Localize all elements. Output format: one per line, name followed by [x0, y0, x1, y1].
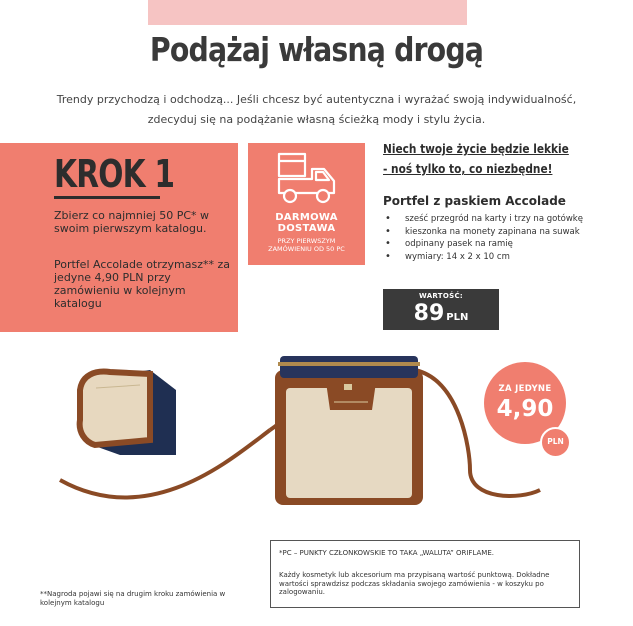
- offer-price: 4,90: [496, 396, 554, 422]
- value-price: [383, 301, 499, 326]
- intro-line-2: zdecyduj się na podążanie własną ścieżką mody i stylu życia.: [147, 113, 486, 126]
- product-name: Portfel z paskiem Accolade: [383, 194, 566, 208]
- pc-value-note: Każdy kosmetyk lub akcesorium ma przypisaną wartość punktową. Dokładne wartości sprawdzisz podczas składania swojego zamówienia - w koszyku po zalogowaniu.: [279, 571, 550, 597]
- intro-text: [40, 90, 593, 130]
- free-delivery-subtitle-line-2: ZAMÓWIENIU OD 50 PC: [268, 245, 345, 253]
- promo-line-2: - noś tylko to, co niezbędne!: [383, 162, 553, 176]
- open-wallet: [80, 370, 176, 455]
- free-delivery-subtitle: [248, 237, 365, 253]
- feature-item: • wymiary: 14 x 2 x 10 cm: [383, 251, 583, 264]
- top-decorative-band: [148, 0, 467, 25]
- value-label: WARTOŚĆ:: [418, 292, 463, 300]
- free-delivery-title-line-1: DARMOWA: [275, 212, 338, 223]
- reward-footnote: **Nagroda pojawi się na drugim kroku zamówienia w kolejnym katalogu: [40, 590, 226, 607]
- free-delivery-title: [248, 212, 365, 234]
- free-delivery-subtitle-line-1: PRZY PIERWSZYM: [277, 237, 336, 245]
- feature-item: • kieszonka na monety zapinana na suwak: [383, 226, 583, 239]
- feature-item: • sześć przegród na karty i trzy na gotówkę: [383, 213, 583, 226]
- truck-icon: [276, 151, 338, 205]
- feature-item: • odpinany pasek na ramię: [383, 238, 583, 251]
- promo-line-1: Niech twoje życie będzie lekkie: [383, 142, 569, 156]
- offer-currency: PLN: [547, 437, 564, 446]
- step-title-underline: [54, 196, 160, 199]
- closed-wallet: [275, 356, 423, 505]
- value-currency: PLN: [446, 312, 469, 323]
- step-text-2: Portfel Accolade otrzymasz** za jedyne 4,90 PLN przy zamówieniu w kolejnym katalogu: [54, 258, 231, 310]
- value-amount: 89: [413, 301, 445, 326]
- step-title: KROK 1: [54, 152, 175, 196]
- pc-definition-note: *PC – PUNKTY CZŁONKOWSKIE TO TAKA „WALUTA” ORIFLAME.: [279, 549, 494, 557]
- page-title: Podążaj własną drogą: [149, 30, 484, 69]
- intro-line-1: Trendy przychodzą i odchodzą... Jeśli chcesz być autentyczna i wyrażać swoją indywidualność,: [56, 93, 577, 106]
- free-delivery-title-line-2: DOSTAWA: [277, 223, 336, 234]
- step-text-1: Zbierz co najmniej 50 PC* w swoim pierwszym katalogu.: [54, 209, 210, 235]
- offer-label: ZA JEDYNE: [498, 384, 552, 394]
- feature-list: [383, 213, 583, 263]
